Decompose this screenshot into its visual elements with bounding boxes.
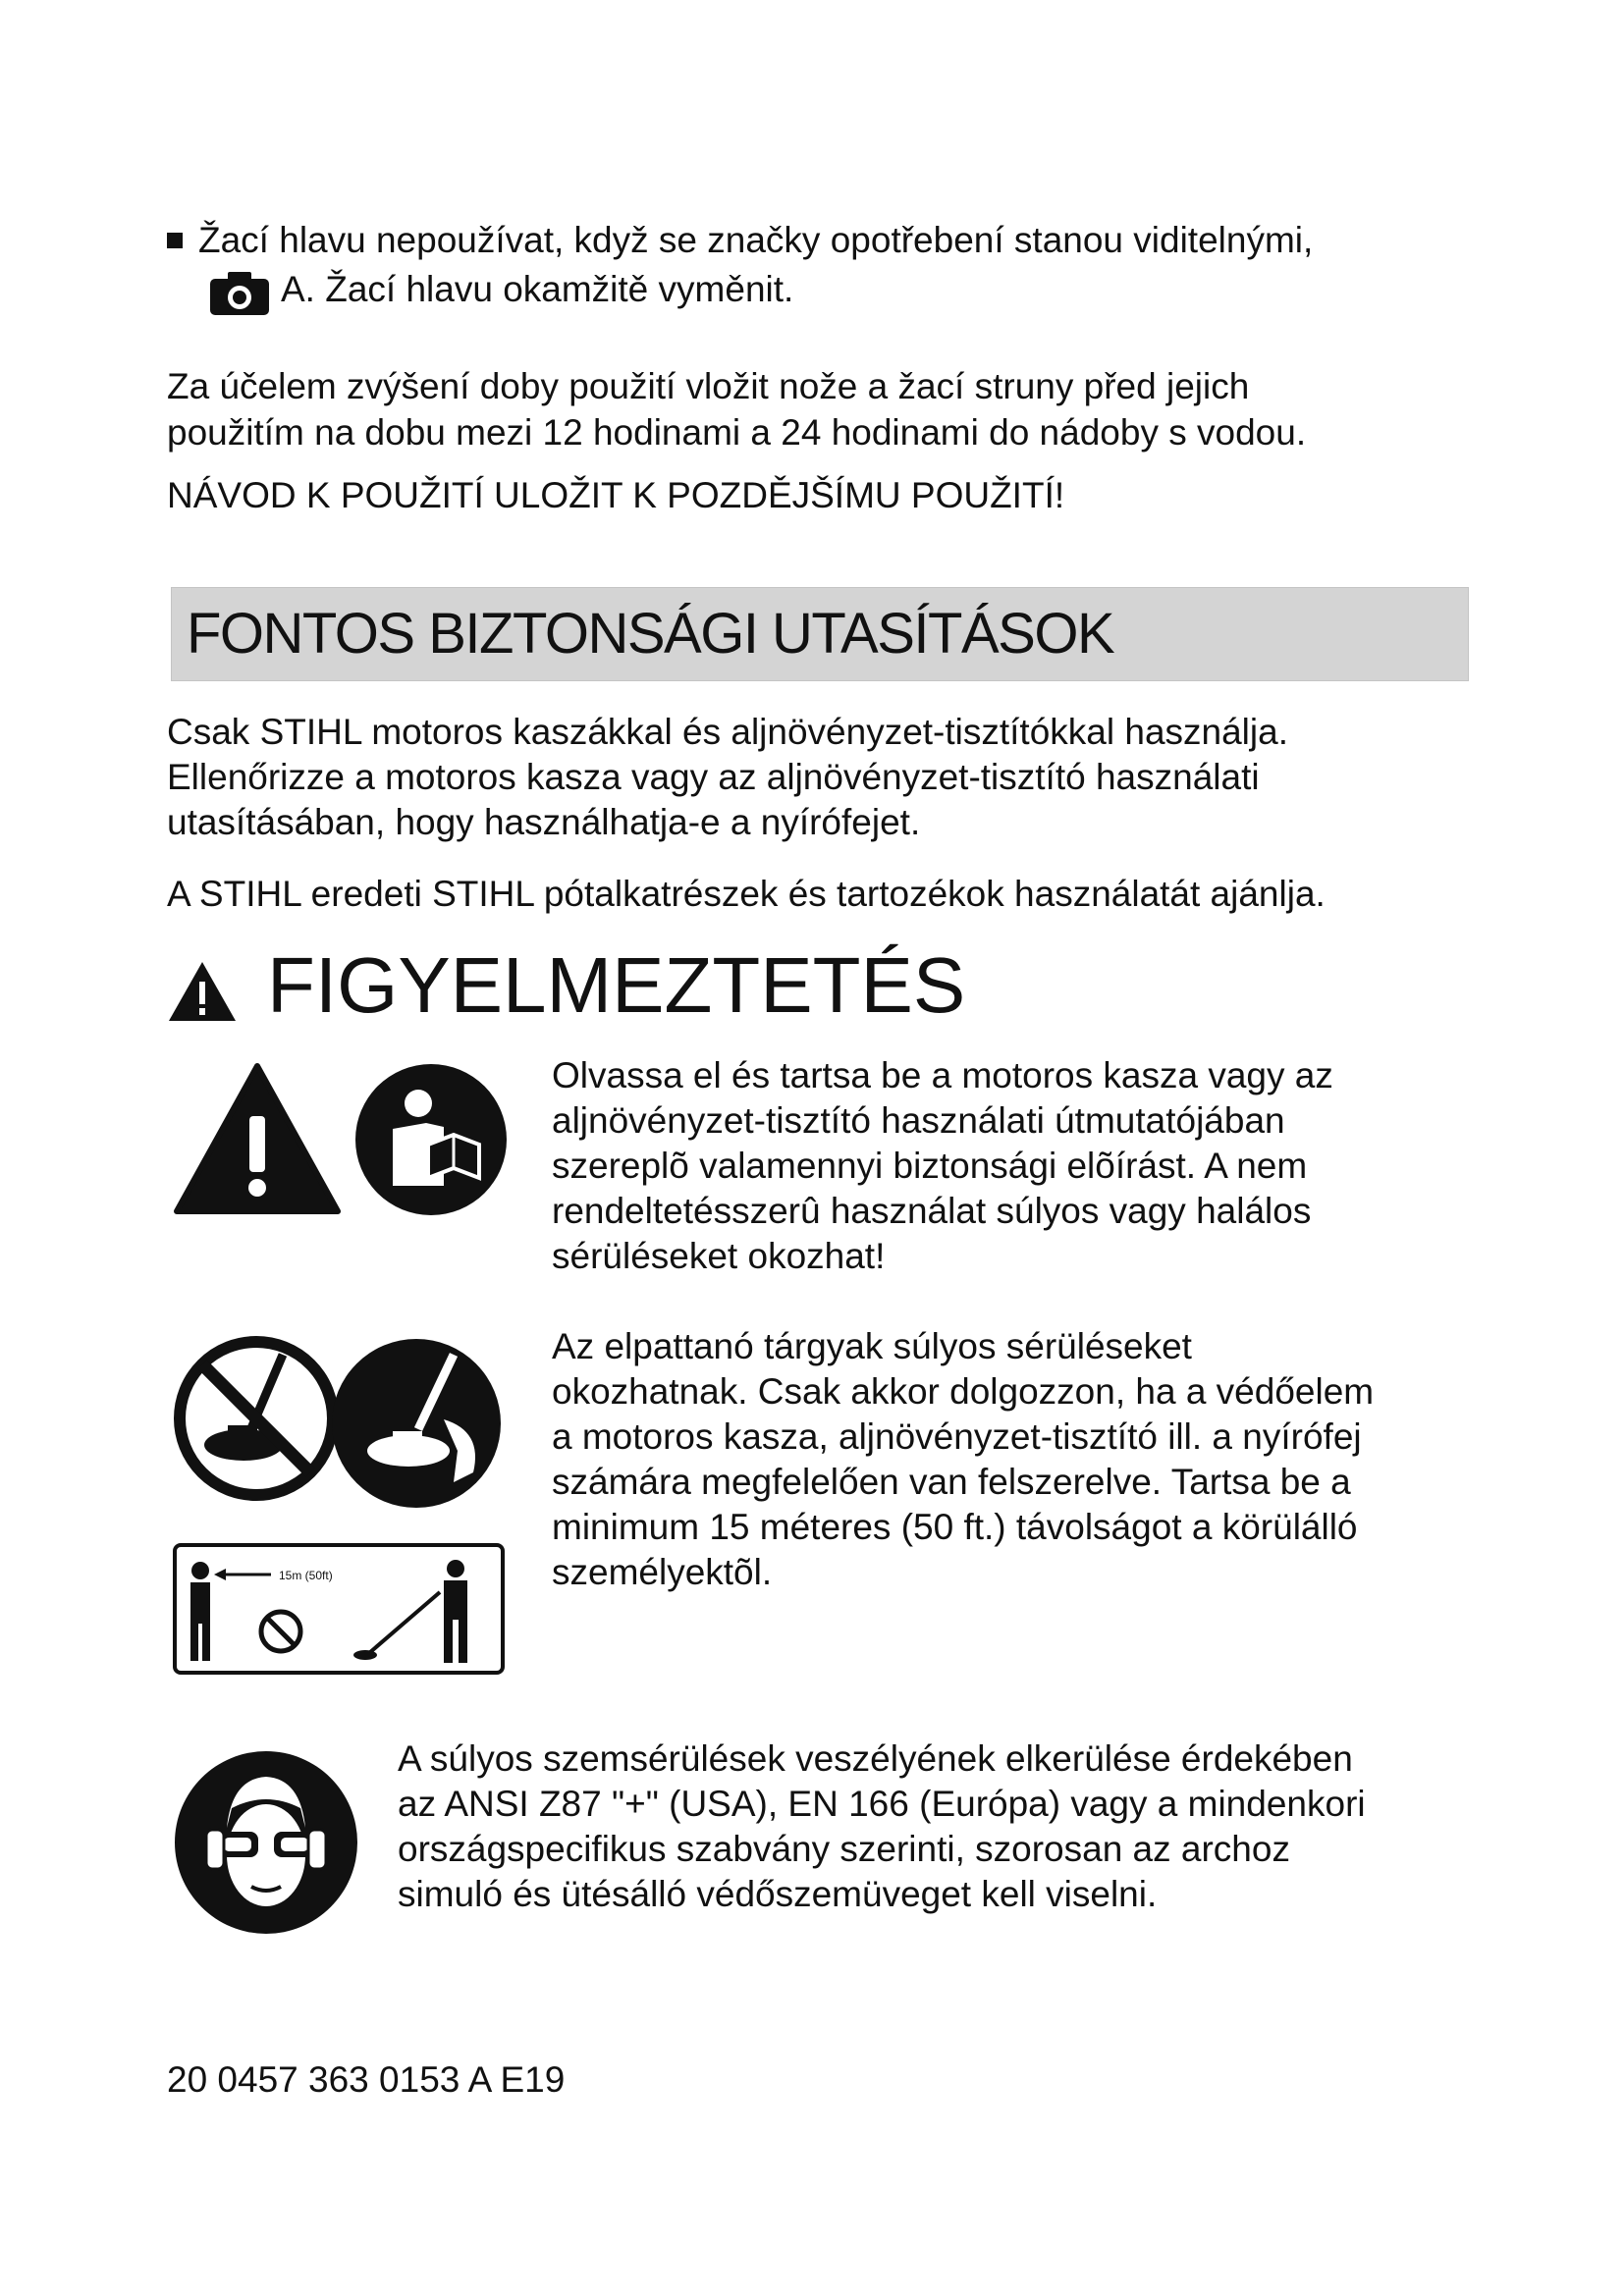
camera-icon — [208, 270, 271, 317]
block2-line-6: személyektõl. — [552, 1552, 773, 1592]
no-guard-prohibited-icon — [173, 1335, 340, 1502]
block1-line-2: aljnövényzet-tisztító használati útmutatójában — [552, 1100, 1285, 1141]
block3-line-4: simuló és ütésálló védőszemüveget kell viselni. — [398, 1874, 1158, 1914]
eye-ear-protection-icon — [173, 1749, 359, 1936]
block2-line-5: minimum 15 méteres (50 ft.) távolságot a körülálló — [552, 1507, 1358, 1547]
block2-line-2: okozhatnak. Csak akkor dolgozzon, ha a védőelem — [552, 1371, 1375, 1412]
guard-required-icon — [328, 1335, 505, 1512]
block1-line-4: rendeltetésszerû használat súlyos vagy halálos — [552, 1191, 1312, 1231]
keep-manual-notice: NÁVOD K POUŽITÍ ULOŽIT K POZDĚJŠÍMU POUŽITÍ! — [167, 475, 1065, 515]
distance-15m-icon — [173, 1543, 505, 1675]
bullet-square — [167, 233, 183, 248]
block2-line-4: számára megfelelően van felszerelve. Tartsa be a — [552, 1462, 1351, 1502]
intro-line-2: Ellenőrizze a motoros kasza vagy az aljnövényzet-tisztító használati — [167, 757, 1260, 797]
section-title: FONTOS BIZTONSÁGI UTASÍTÁSOK — [187, 602, 1114, 666]
block1-line-1: Olvassa el és tartsa be a motoros kasza vagy az — [552, 1055, 1333, 1095]
bullet-line-1: Žací hlavu nepoužívat, když se značky opotřebení stanou viditelnými, — [198, 220, 1314, 260]
cz-para-line-1: Za účelem zvýšení doby použití vložit nože a žací struny před jejich — [167, 366, 1250, 406]
read-manual-icon — [353, 1062, 509, 1217]
block1-line-5: sérüléseket okozhat! — [552, 1236, 886, 1276]
intro-line-3: utasításában, hogy használhatja-e a nyírófejet. — [167, 802, 921, 842]
recommend-line: A STIHL eredeti STIHL pótalkatrészek és tartozékok használatát ajánlja. — [167, 874, 1326, 914]
block3-line-1: A súlyos szemsérülések veszélyének elkerülése érdekében — [398, 1738, 1353, 1779]
block1-line-3: szereplõ valamennyi biztonsági elõírást. A nem — [552, 1146, 1308, 1186]
cz-para-line-2: použitím na dobu mezi 12 hodinami a 24 hodinami do nádoby s vodou. — [167, 412, 1307, 453]
block3-line-2: az ANSI Z87 "+" (USA), EN 166 (Európa) vagy a mindenkori — [398, 1784, 1366, 1824]
document-code: 20 0457 363 0153 A E19 — [167, 2059, 566, 2100]
block2-line-3: a motoros kasza, aljnövényzet-tisztító ill. a nyírófej — [552, 1416, 1362, 1457]
intro-line-1: Csak STIHL motoros kaszákkal és aljnövényzet-tisztítókkal használja. — [167, 712, 1288, 752]
warning-pictogram-icon — [173, 1062, 342, 1217]
warning-title: FIGYELMEZTETÉS — [267, 941, 966, 1029]
distance-label: 15m (50ft) — [279, 1569, 333, 1582]
block2-line-1: Az elpattanó tárgyak súlyos sérüléseket — [552, 1326, 1192, 1366]
warning-triangle-icon — [167, 960, 238, 1023]
bullet-line-2: A. Žací hlavu okamžitě vyměnit. — [281, 269, 794, 309]
block3-line-3: országspecifikus szabvány szerinti, szorosan az archoz — [398, 1829, 1290, 1869]
